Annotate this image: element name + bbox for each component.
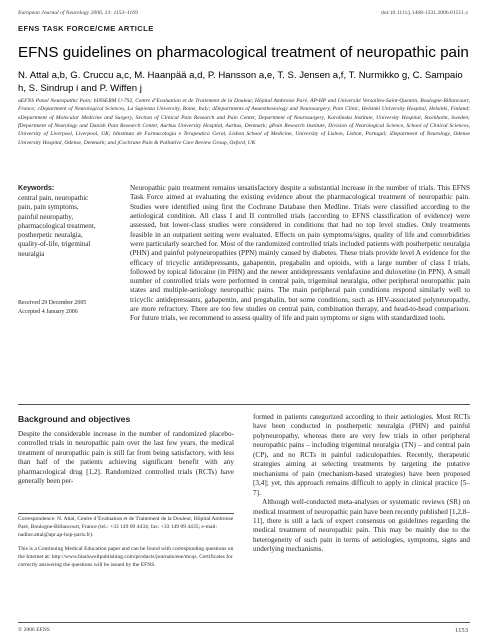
- section-heading: Background and objectives: [18, 414, 131, 424]
- journal-citation: European Journal of Neurology 2006, 13: 1153–1169: [18, 10, 138, 16]
- accepted-date: Accepted 4 January 2006: [18, 308, 78, 315]
- received-date: Received 29 December 2005: [18, 300, 87, 306]
- section-divider: [18, 404, 470, 405]
- correspondence-note: Correspondence: N. Attal, Centre d’Evaluation et de Traitement de la Douleur, Hôpital Ambroise Paré, Boulogne-Billancourt, France (tel.: +33 149 09 4434; fax: +33 149 09 4435; e-mail: nadine.attal@apr.ap-hop-paris.fr).: [18, 516, 234, 538]
- section-tag: EFNS TASK FORCE/CME ARTICLE: [18, 24, 154, 33]
- affiliations: aEFNS Panel Neuropathic Pain; bINSERM U-792, Centre d’Evaluation et de Traitement de la Douleur, Hôpital Ambroise Paré, AP-HP and Université Versailles-Saint-Quentin, Boulogne-Billancourt, France; cDepartment of Neurological Sciences, La Sapienza University, Rome, Italy; dDepartments of Anaesthesiology and Neurosurgery, Pain Clinic, Helsinki University Hospital, Helsinki, Finland; eDepartment of Molecular Medicine and Surgery, Section of Clinical Pain Research and Pain Center, Department of Neurosurgery, Karolinska Institute, University Hospital, Stockholm, Sweden; fDepartment of Neurology and Danish Pain Research Center, Aarhus University Hospital, Aarhus, Denmark; gPain Research Institute, Division of Neurological Science, School of Clinical Sciences, University of Liverpool, Liverpool, UK; hInstituto de Farmacologia e Terapeutica Geral, Lisbon School of Medicine, University of Lisbon, Lisbon, Portugal; iDepartment of Neurology, Odense University Hospital, Odense, Denmark; and jCochrane Pain & Palliative Care Review Group, Oxford, UK: [18, 98, 470, 146]
- copyright: © 2006 EFNS: [18, 627, 50, 633]
- cme-note: This is a Continuing Medical Education paper and can be found with corresponding questions on the Internet at: http://www.blackwellpublishing.com/products/journals/ene/mcqs. Certificates for correctly answering the questions will be issued by the EFNS.: [18, 546, 234, 568]
- keywords-heading: Keywords:: [18, 184, 55, 192]
- intro-left-column: Despite the considerable increase in the number of randomized placebo-controlled trials in neuropathic pain over the last few years, the medical treatment of neuropathic pain is still far from being satisfactory, with less than half of the patients achieving significant benefit with any pharmacological drug [1,2]. Randomized controlled trials (RCTs) have generally been per-: [18, 430, 234, 486]
- footnote-divider: [18, 513, 234, 514]
- abstract: Neuropathic pain treatment remains unsatisfactory despite a substantial increase in the number of trials. This EFNS Task Force aimed at evaluating the existing evidence about the pharmacological treatment of neuropathic pain. Studies were identified using first the Cochrane Database then Medline. Trials were classified according to the aetiological condition. All class I and II controlled trials (according to EFNS classification of evidence) were assessed, but lower-class studies were considered in conditions that had no top level studies. Only treatments feasible in an outpatient setting were evaluated. Effects on pain symptoms/signs, quality of life and comorbidities were particularly searched for. Most of the randomized controlled trials included patients with postherpetic neuralgia (PHN) and painful polyneuropathies (PPN) mainly caused by diabetes. These trials provide level A evidence for the efficacy of tricyclic antidepressants, gabapentin, pregabalin and opioids, with a large number of class I trials, followed by topical lidocaine (in PHN) and the newer antidepressants venlafaxine and duloxetine (in PPN). A small number of controlled trials were performed in central pain, trigeminal neuralgia, other peripheral neuropathic pain states and multiple-aetiology neuropathic pains. The main peripheral pain conditions respond similarly well to tricyclic antidepressants, gabapentin, and pregabalin, but some conditions, such as HIV-associated polyneuropathy, are more refractory. There are too few studies on central pain, combination therapy, and head-to-head comparison. For future trials, we recommend to assess quality of life and pain symptoms or signs with standardized tools.: [130, 184, 470, 323]
- author-list: N. Attal a,b, G. Cruccu a,c, M. Haanpää a,d, P. Hansson a,e, T. S. Jensen a,f, T. Nurmikko g, C. Sampaio h, S. Sindrup i and P. Wiffen j: [18, 70, 463, 94]
- footer-divider: [18, 622, 470, 623]
- page-number: 1153: [455, 627, 468, 634]
- article-title: EFNS guidelines on pharmacological treatment of neuropathic pain: [18, 44, 469, 61]
- intro-paragraph-2: Although well-conducted meta-analyses or systematic reviews (SR) on medical treatment of neuropathic pain have been recently published [1,2,8–11], there is still a lack of expert consensus on guidelines regarding the medical treatment of neuropathic pain. This may be mainly due to the heterogeneity of such pain in terms of aetiologies, symptoms, signs and underlying mechanisms.: [253, 498, 470, 554]
- intro-paragraph-1: formed in patients categorized according to their aetiologies. Most RCTs have been conducted in postherpetic neuralgia (PHN) and painful polyneuropathy, whereas there are very few trials in other peripheral neuropathic pains – including trigeminal neuralgia (TN) – and central pain (CP), and no RCTs in painful radiculopathies. Recently, therapeutic strategies aiming at selecting treatments by targeting the putative mechanisms of pain (mechanism-based strategies) have been proposed [3,4]; yet, this approach remains difficult to apply in clinical practice [5–7].: [253, 413, 470, 497]
- keywords-list: central pain, neuropathic pain, pain symptoms, painful neuropathy, pharmacological treatment, postherpetic neuralgia, quality-of-life, trigeminal neuralgia: [18, 194, 96, 258]
- article-dates: [18, 299, 106, 316]
- doi: doi:10.1111/j.1468-1331.2006.01511.x: [381, 10, 468, 16]
- intro-right-column: [253, 413, 470, 555]
